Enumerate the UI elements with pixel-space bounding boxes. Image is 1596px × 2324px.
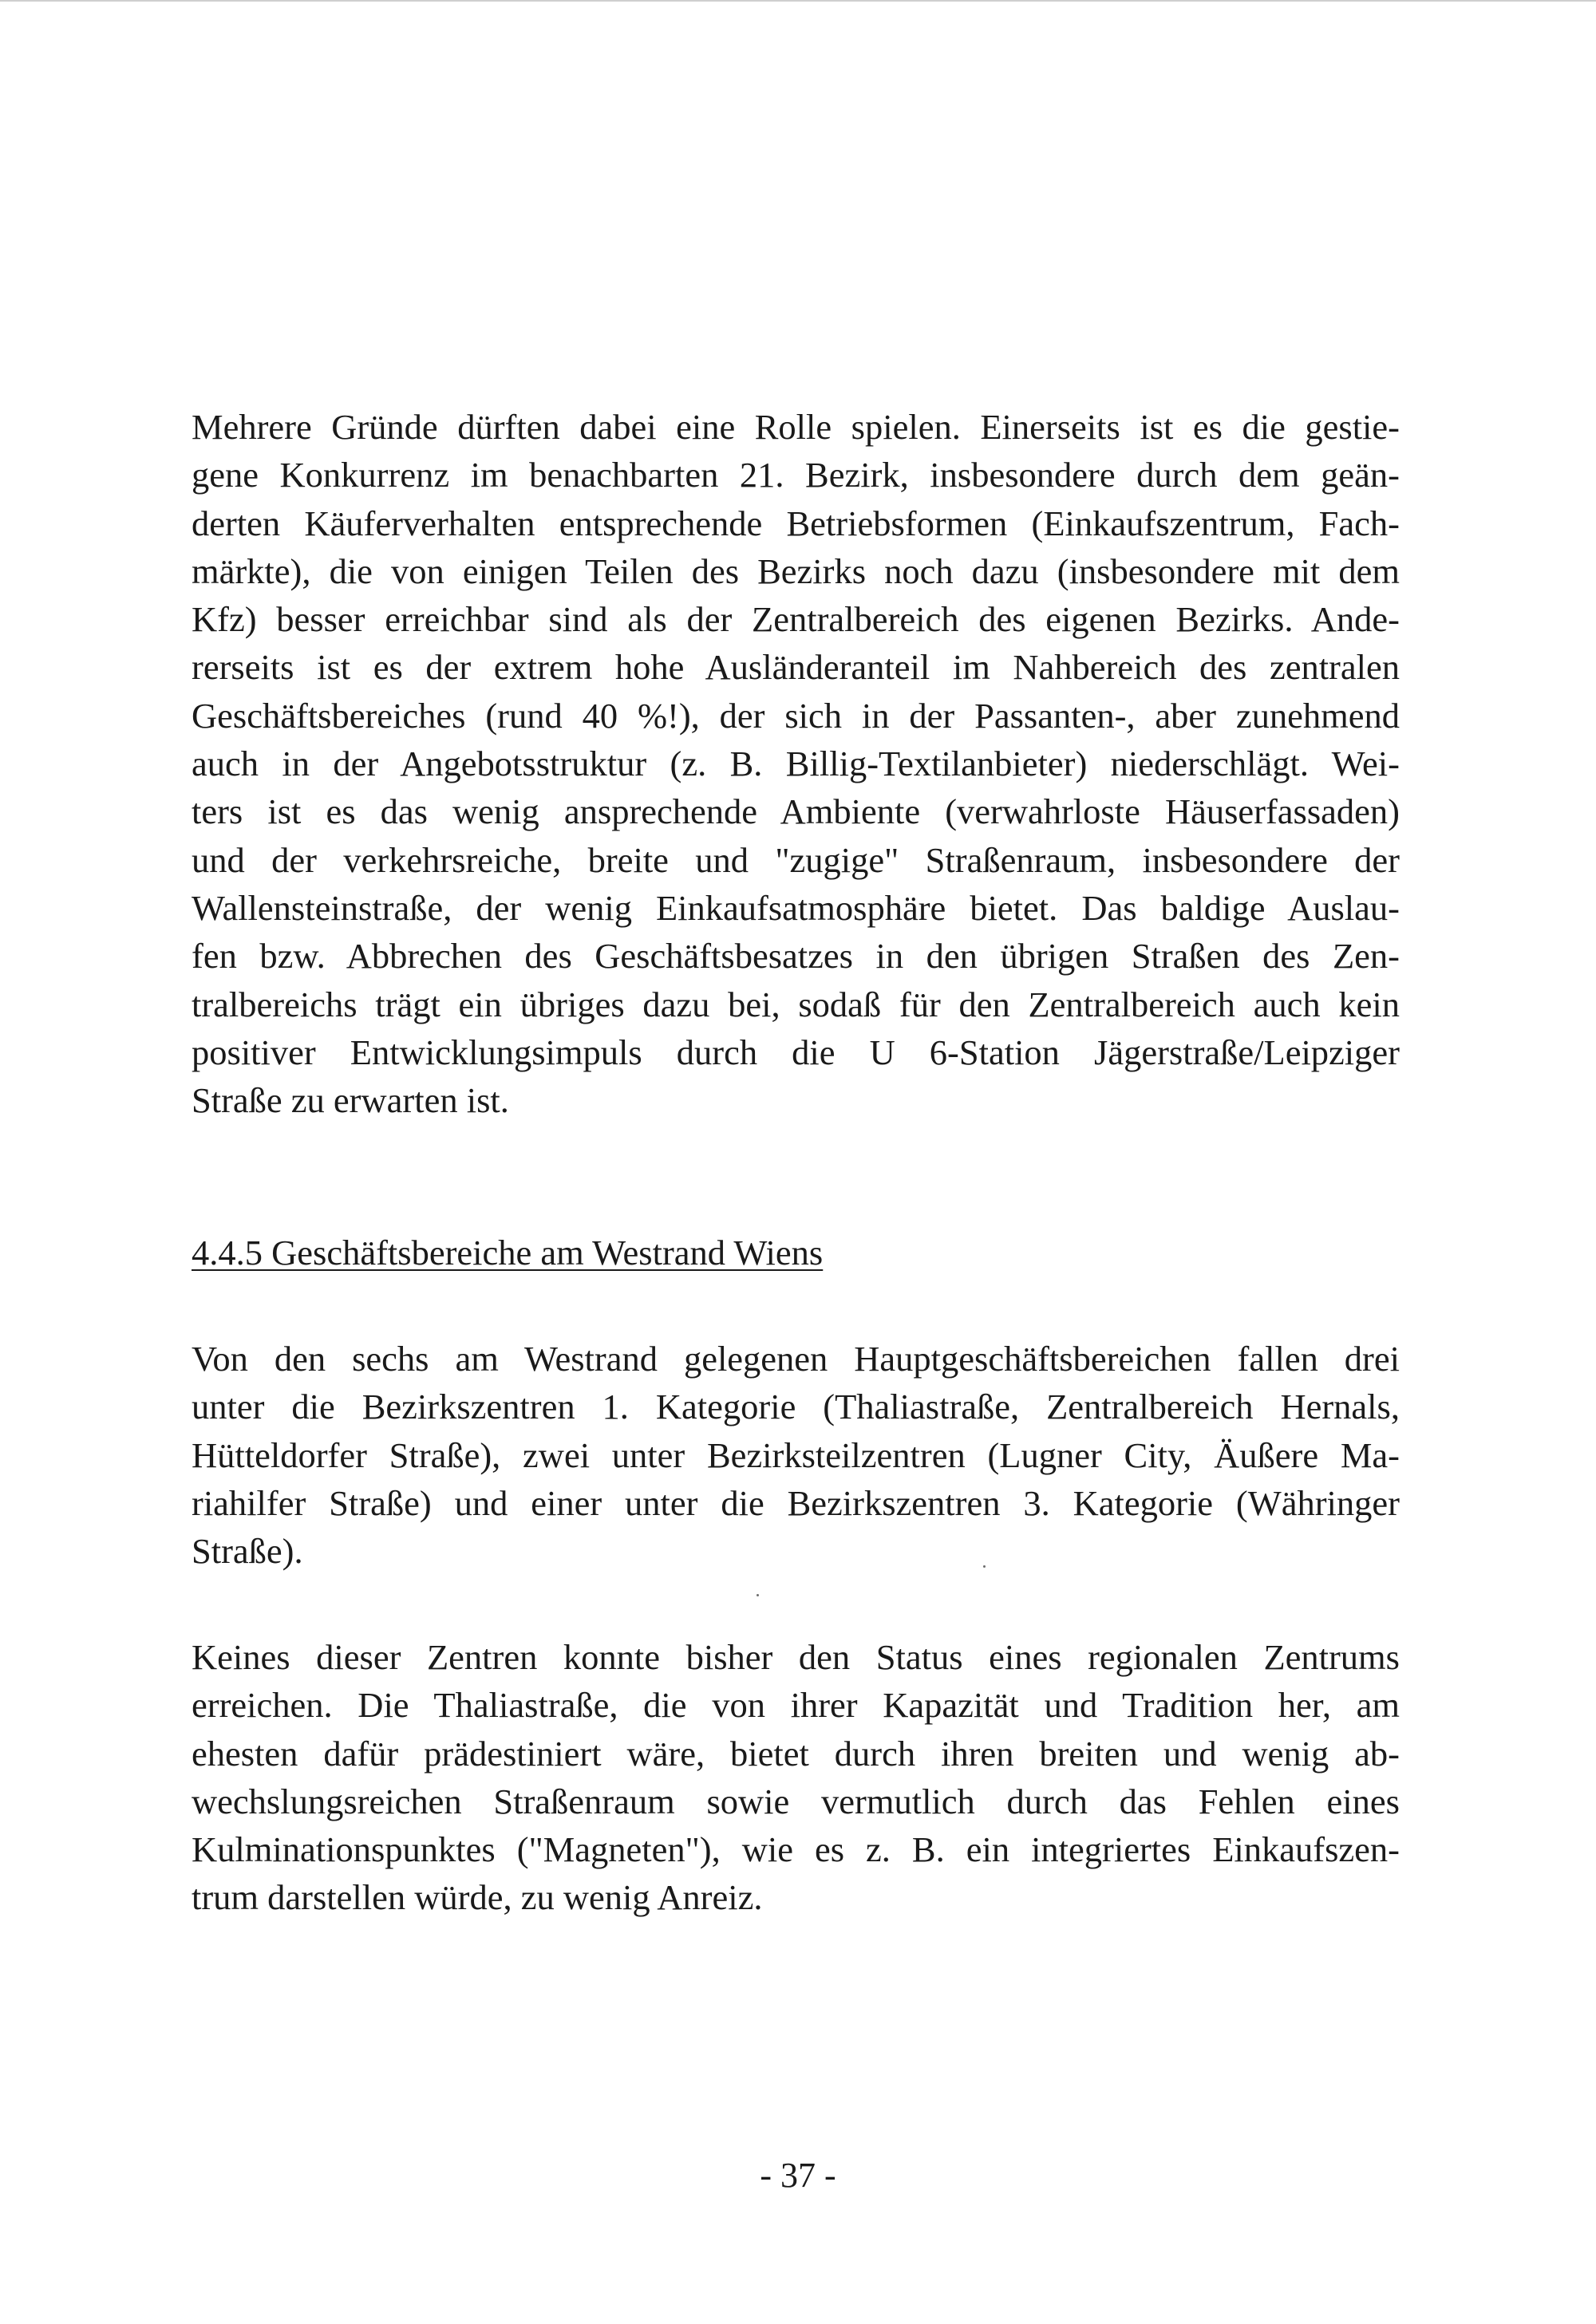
paragraph-3-line: erreichen. Die Thaliastraße, die von ihrer Kapazität und Tradition her, am xyxy=(192,1685,1400,1726)
paragraph-3-line: trum darstellen würde, zu wenig Anreiz. xyxy=(192,1877,763,1918)
paragraph-2-line: Von den sechs am Westrand gelegenen Hauptgeschäftsbereichen fallen drei xyxy=(192,1339,1400,1379)
scan-speck xyxy=(757,1594,759,1596)
paragraph-1-line: rerseits ist es der extrem hohe Ausländeranteil im Nahbereich des zentralen xyxy=(192,647,1400,688)
paragraph-2-line: unter die Bezirkszentren 1. Kategorie (Thaliastraße, Zentralbereich Hernals, xyxy=(192,1387,1400,1427)
paragraph-1-line: Straße zu erwarten ist. xyxy=(192,1080,509,1121)
paragraph-1-line: Wallensteinstraße, der wenig Einkaufsatmosphäre bietet. Das baldige Auslau- xyxy=(192,887,1400,928)
paragraph-1-line: derten Käuferverhalten entsprechende Betriebsformen (Einkaufszentrum, Fach- xyxy=(192,503,1400,543)
paragraph-1 xyxy=(192,403,1400,1124)
paragraph-1-line: märkte), die von einigen Teilen des Bezirks noch dazu (insbesondere mit dem xyxy=(192,550,1400,591)
paragraph-1-line: auch in der Angebotsstruktur (z. B. Billig-Textilanbieter) niederschlägt. Wei- xyxy=(192,744,1400,784)
paragraph-2-line: Hütteldorfer Straße), zwei unter Bezirksteilzentren (Lugner City, Äußere Ma- xyxy=(192,1434,1400,1475)
paragraph-1-line: Kfz) besser erreichbar sind als der Zentralbereich des eigenen Bezirks. Ande- xyxy=(192,599,1400,640)
paragraph-2-line: Straße). xyxy=(192,1531,303,1572)
paragraph-1-line: tralbereichs trägt ein übriges dazu bei, sodaß für den Zentralbereich auch kein xyxy=(192,984,1400,1024)
paragraph-1-line: Geschäftsbereiches (rund 40 %!), der sich in der Passanten-, aber zunehmend xyxy=(192,695,1400,736)
paragraph-3-line: wechslungsreichen Straßenraum sowie vermutlich durch das Fehlen eines xyxy=(192,1781,1400,1821)
paragraph-1-line: und der verkehrsreiche, breite und "zugige" Straßenraum, insbesondere der xyxy=(192,839,1400,880)
paragraph-1-line: ters ist es das wenig ansprechende Ambiente (verwahrloste Häuserfassaden) xyxy=(192,791,1400,832)
paragraph-1-line: positiver Entwicklungsimpuls durch die U 6-Station Jägerstraße/Leipziger xyxy=(192,1032,1400,1072)
page-number: - 37 - xyxy=(760,2156,836,2195)
paragraph-2 xyxy=(192,1335,1400,1575)
paragraph-3 xyxy=(192,1633,1400,1922)
section-heading: 4.4.5 Geschäftsbereiche am Westrand Wiens xyxy=(192,1233,824,1272)
paragraph-3-line: Keines dieser Zentren konnte bisher den Status eines regionalen Zentrums xyxy=(192,1637,1400,1677)
paragraph-3-line: Kulminationspunktes ("Magneten"), wie es z. B. ein integriertes Einkaufszen- xyxy=(192,1829,1400,1870)
paragraph-3-line: ehesten dafür prädestiniert wäre, bietet durch ihren breiten und wenig ab- xyxy=(192,1733,1400,1774)
scan-speck xyxy=(983,1565,986,1568)
paragraph-2-line: riahilfer Straße) und einer unter die Bezirkszentren 3. Kategorie (Währinger xyxy=(192,1482,1400,1523)
paragraph-1-line: Mehrere Gründe dürften dabei eine Rolle spielen. Einerseits ist es die gestie- xyxy=(192,407,1400,447)
page-top-edge xyxy=(0,0,1596,2)
paragraph-1-line: fen bzw. Abbrechen des Geschäftsbesatzes in den übrigen Straßen des Zen- xyxy=(192,936,1400,977)
paragraph-1-line: gene Konkurrenz im benachbarten 21. Bezirk, insbesondere durch dem geän- xyxy=(192,455,1400,495)
